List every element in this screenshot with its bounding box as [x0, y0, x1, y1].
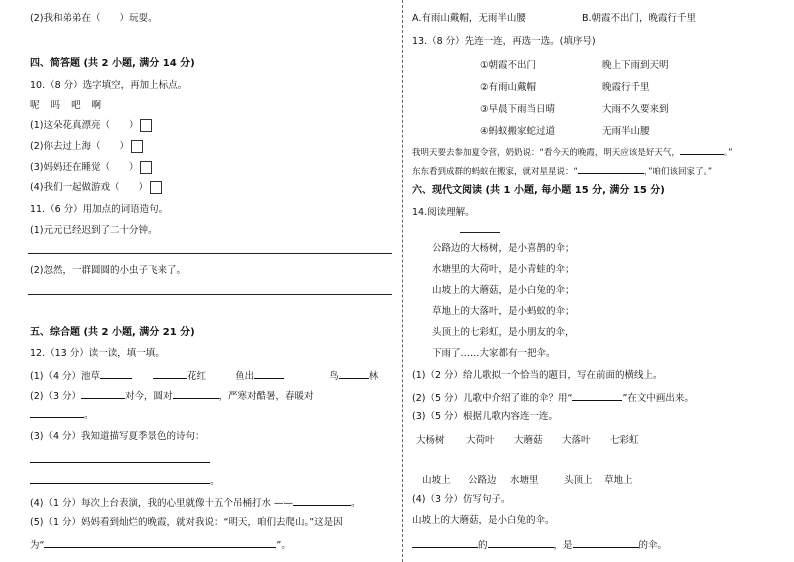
- q10-item: [30, 161, 152, 174]
- q10-item-text: (1)这朵花真漂亮（ ）: [30, 120, 139, 131]
- blank[interactable]: [30, 407, 84, 418]
- column-divider: [402, 0, 403, 562]
- text: (4)（1 分）每次上台表演，我的心里就像十五个吊桶打水 ——: [30, 498, 294, 509]
- place-item[interactable]: 草地上: [604, 475, 633, 486]
- place-item[interactable]: 山坡上: [422, 475, 451, 486]
- blank[interactable]: [254, 368, 284, 379]
- q12-line3-blank1: [30, 452, 210, 467]
- object-item[interactable]: 七彩虹: [610, 435, 639, 446]
- object-item[interactable]: 大荷叶: [466, 435, 495, 446]
- q12-line6: [30, 537, 291, 552]
- blank[interactable]: [488, 537, 554, 548]
- q14-sub4: (4)（3 分）仿写句子。: [412, 494, 511, 505]
- q12-line2: [30, 388, 314, 403]
- q13-stem: 13.（8 分）先连一连，再选一选。(填序号): [412, 36, 596, 47]
- blank[interactable]: [572, 390, 622, 401]
- text: (2)（5 分）儿歌中介绍了谁的伞？用“: [412, 393, 573, 404]
- q10-item: [30, 119, 152, 132]
- text: ，严寒对酷暑，春暖对: [218, 391, 314, 402]
- text: 的: [478, 540, 488, 551]
- poem-line: 头顶上的七彩虹，是小朋友的伞，: [432, 327, 575, 338]
- blank[interactable]: [339, 368, 369, 379]
- q14-sub1: (1)（2 分）给儿歌拟一个恰当的题目，写在前面的横线上。: [412, 370, 663, 381]
- blank[interactable]: [293, 495, 351, 506]
- text: (2)（3 分）: [30, 391, 82, 402]
- q10-item-text: (3)妈妈还在睡觉（ ）: [30, 162, 139, 173]
- text: 我明天要去参加夏令营，奶奶说：“看今天的晚霞，明天应该是好天气，: [412, 148, 680, 158]
- option-a: A.有雨山戴帽，无雨半山腰: [412, 13, 526, 24]
- place-item[interactable]: 头顶上: [564, 475, 593, 486]
- poem-line: 山坡上的大蘑菇，是小白兔的伞；: [432, 285, 575, 296]
- place-item[interactable]: 公路边: [468, 475, 497, 486]
- example-sentence: 山坡上的大蘑菇，是小白兔的伞。: [412, 515, 555, 526]
- q11-stem: 11.（6 分）用加点的词语造句。: [30, 204, 169, 215]
- blank[interactable]: [30, 452, 210, 463]
- section4-title: 四、简答题 (共 2 小题, 满分 14 分): [30, 58, 195, 69]
- text: 林: [368, 371, 379, 382]
- q12-line5: (5)（1 分）妈妈看到灿烂的晚霞，就对我说：“明天，咱们去爬山。”这是因: [30, 517, 343, 528]
- punct-box[interactable]: [140, 119, 152, 132]
- char-option: 吗: [50, 100, 61, 111]
- q10-item: [30, 140, 143, 153]
- punct-box[interactable]: [131, 140, 143, 153]
- text: 为“: [30, 540, 45, 551]
- blank[interactable]: [81, 388, 125, 399]
- q9-item-2: (2)我和弟弟在（ ）玩耍。: [30, 13, 158, 24]
- text: ”。: [276, 540, 291, 551]
- poem-line: 水塘里的大荷叶，是小青蛙的伞；: [432, 264, 575, 275]
- proverb-left[interactable]: ③早晨下雨当日晴: [480, 104, 556, 115]
- object-item[interactable]: 大蘑菇: [514, 435, 543, 446]
- q12-line3-blank2: [30, 473, 220, 488]
- text: 。: [210, 476, 220, 487]
- object-item[interactable]: 大杨树: [416, 435, 445, 446]
- place-item[interactable]: 水塘里: [510, 475, 539, 486]
- text: 东东看到成群的蚂蚁在搬家，就对星星说：“: [412, 167, 578, 177]
- punct-box[interactable]: [150, 181, 162, 194]
- text: (1)（4 分）池草: [30, 371, 101, 382]
- blank[interactable]: [30, 473, 210, 484]
- object-item[interactable]: 大落叶: [562, 435, 591, 446]
- blank[interactable]: [153, 368, 187, 379]
- blank[interactable]: [578, 163, 644, 174]
- char-option: 吧: [71, 100, 81, 111]
- q12-line2-cont: [30, 407, 94, 422]
- q12-line1: [30, 368, 378, 383]
- char-option: 啊: [91, 100, 102, 111]
- q14-sub2: [412, 390, 694, 405]
- imitation-line: [412, 537, 667, 552]
- q12-line4: [30, 495, 361, 510]
- q13-p1: [412, 144, 733, 160]
- q10-item-text: (2)你去过上海（ ）: [30, 141, 129, 152]
- blank[interactable]: [44, 537, 276, 548]
- answer-line[interactable]: [28, 294, 392, 295]
- blank[interactable]: [412, 537, 478, 548]
- text: 。: [351, 498, 361, 509]
- q11-item-2: (2)忽然，一群圆圆的小虫子飞来了。: [30, 265, 186, 276]
- q12-stem: 12.（13 分）读一读，填一填。: [30, 348, 165, 359]
- blank[interactable]: [680, 144, 724, 155]
- blank[interactable]: [173, 388, 219, 399]
- q10-item-text: (4)我们一起做游戏（ ）: [30, 182, 148, 193]
- answer-line[interactable]: [28, 253, 392, 254]
- text: 。”: [723, 148, 733, 158]
- text: 花红: [187, 371, 207, 382]
- blank[interactable]: [100, 368, 132, 379]
- text: 。: [84, 410, 94, 421]
- q10-item: [30, 181, 162, 194]
- punct-box[interactable]: [140, 161, 152, 174]
- text: 鸟: [329, 371, 339, 382]
- text: 对今，圆对: [125, 391, 173, 402]
- q11-item-1: (1)元元已经迟到了二十分钟。: [30, 225, 158, 236]
- q10-stem: 10.（8 分）选字填空，再加上标点。: [30, 80, 188, 91]
- proverb-right[interactable]: 大雨不久要来到: [602, 104, 669, 115]
- poem-line: 公路边的大杨树，是小喜鹊的伞；: [432, 243, 575, 254]
- proverb-left[interactable]: ④蚂蚁搬家蛇过道: [480, 126, 556, 137]
- option-b: B.朝霞不出门，晚霞行千里: [582, 13, 697, 24]
- blank[interactable]: [573, 537, 639, 548]
- text: ，”咱们该回家了。”: [643, 167, 713, 177]
- proverb-right[interactable]: 晚霞行千里: [602, 82, 650, 93]
- text: 鱼出: [235, 371, 255, 382]
- q10-char-options: [30, 99, 101, 112]
- q14-stem: 14.阅读理解。: [412, 207, 475, 218]
- proverb-left[interactable]: ②有雨山戴帽: [480, 82, 537, 93]
- text: 的伞。: [638, 540, 668, 551]
- proverb-right[interactable]: 晚上下雨到天明: [602, 60, 669, 71]
- text: ，是: [553, 540, 573, 551]
- section5-title: 五、综合题 (共 2 小题, 满分 21 分): [30, 327, 195, 338]
- text: ”在文中画出来。: [622, 393, 694, 404]
- proverb-right[interactable]: 无雨半山腰: [602, 126, 650, 137]
- poem-line: 下雨了……大家都有一把伞。: [432, 348, 556, 359]
- proverb-left[interactable]: ①朝霞不出门: [480, 60, 537, 71]
- q13-p2: [412, 163, 712, 179]
- section6-title: 六、现代文阅读 (共 1 小题, 每小题 15 分, 满分 15 分): [412, 185, 665, 196]
- q14-sub3: (3)（5 分）根据儿歌内容连一连。: [412, 411, 559, 422]
- poem-title-line[interactable]: [460, 232, 500, 233]
- q12-line3: (3)（4 分）我知道描写夏季景色的诗句：: [30, 431, 205, 442]
- char-option: 呢: [30, 100, 40, 111]
- poem-line: 草地上的大落叶，是小蚂蚁的伞；: [432, 306, 575, 317]
